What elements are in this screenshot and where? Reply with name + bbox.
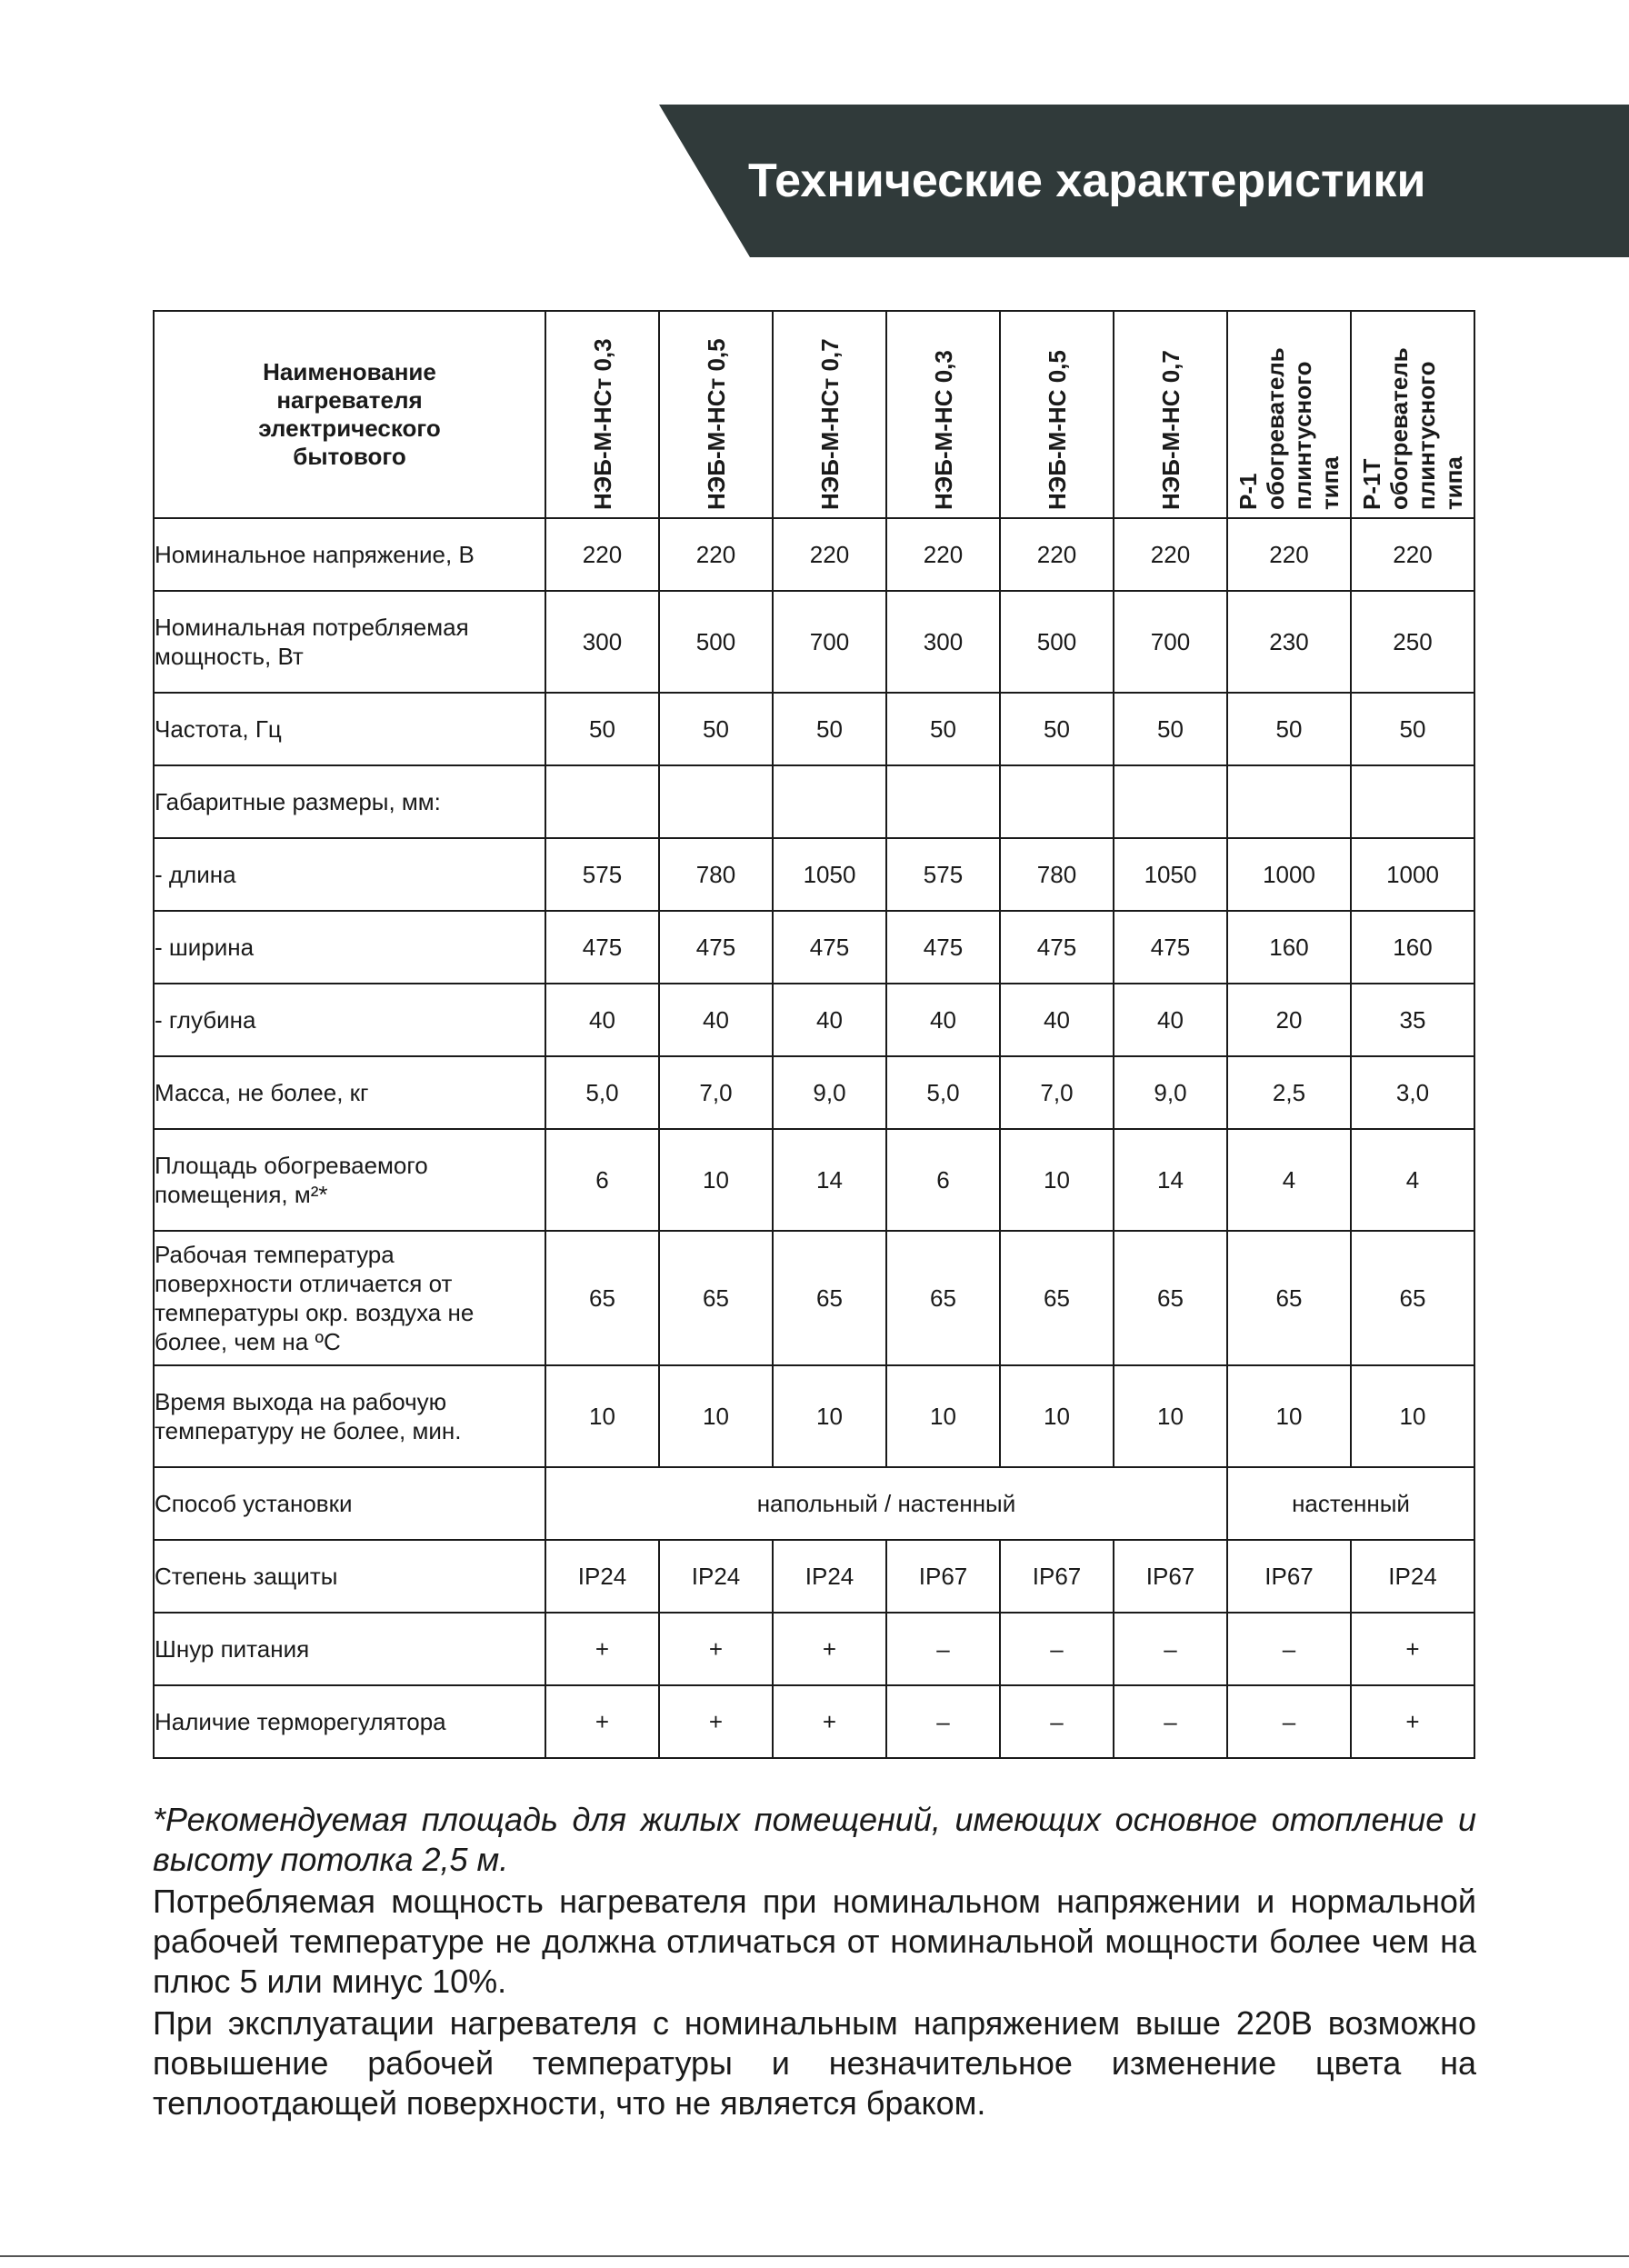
model-header: НЭБ-М-НС 0,3 xyxy=(886,311,1000,518)
table-cell: + xyxy=(545,1685,659,1758)
table-cell: 40 xyxy=(1114,984,1227,1056)
table-cell: IP67 xyxy=(1114,1540,1227,1613)
table-cell: 10 xyxy=(659,1129,773,1231)
table-cell: 220 xyxy=(1000,518,1114,591)
row-label: - глубина xyxy=(154,984,545,1056)
page-title: Технические характеристики xyxy=(748,155,1426,207)
row-label: Частота, Гц xyxy=(154,693,545,765)
table-cell: 40 xyxy=(886,984,1000,1056)
table-cell: – xyxy=(1227,1613,1351,1685)
table-cell: 475 xyxy=(545,911,659,984)
table-cell: 20 xyxy=(1227,984,1351,1056)
table-cell: 6 xyxy=(545,1129,659,1231)
table-cell: + xyxy=(659,1613,773,1685)
table-cell: 40 xyxy=(659,984,773,1056)
table-cell: IP24 xyxy=(1351,1540,1474,1613)
table-cell: 220 xyxy=(886,518,1000,591)
table-cell: – xyxy=(1000,1685,1114,1758)
table-cell: IP67 xyxy=(1227,1540,1351,1613)
model-header: НЭБ-М-НС 0,5 xyxy=(1000,311,1114,518)
table-cell: 50 xyxy=(1227,693,1351,765)
table-cell: 700 xyxy=(1114,591,1227,693)
table-cell xyxy=(1114,765,1227,838)
table-cell: – xyxy=(1114,1685,1227,1758)
table-cell: 475 xyxy=(886,911,1000,984)
model-header: Р-1Т обогреватель плинтусного типа xyxy=(1351,311,1474,518)
table-cell: 1050 xyxy=(773,838,886,911)
table-cell xyxy=(659,765,773,838)
page-divider xyxy=(0,2255,1629,2257)
table-cell: 40 xyxy=(545,984,659,1056)
table-cell: 14 xyxy=(1114,1129,1227,1231)
table-row xyxy=(154,1231,1474,1365)
table-cell: IP67 xyxy=(1000,1540,1114,1613)
table-cell: 2,5 xyxy=(1227,1056,1351,1129)
table-row xyxy=(154,1056,1474,1129)
table-cell: 5,0 xyxy=(545,1056,659,1129)
table-cell: IP24 xyxy=(545,1540,659,1613)
row-label: Габаритные размеры, мм: xyxy=(154,765,545,838)
table-cell: 3,0 xyxy=(1351,1056,1474,1129)
table-cell: 10 xyxy=(1000,1365,1114,1467)
note-power: Потребляемая мощность нагревателя при номинальном напряжении и нормальной рабочей температуре не должна отличаться от номинальной мощности более чем на плюс 5 или минус 10%. xyxy=(153,1883,1476,2000)
installation-wall: настенный xyxy=(1227,1467,1474,1540)
table-cell: 220 xyxy=(1227,518,1351,591)
footnote-area: *Рекомендуемая площадь для жилых помещений, имеющих основное отопление и высоту потолка 2,5 м. xyxy=(153,1801,1476,1878)
table-cell: 50 xyxy=(545,693,659,765)
table-cell: 50 xyxy=(659,693,773,765)
table-cell: 300 xyxy=(545,591,659,693)
table-cell: 220 xyxy=(1351,518,1474,591)
table-cell xyxy=(886,765,1000,838)
table-cell: 50 xyxy=(1114,693,1227,765)
model-header: Р-1 обогреватель плинтусного типа xyxy=(1227,311,1351,518)
table-cell: 9,0 xyxy=(773,1056,886,1129)
table-cell: 475 xyxy=(1000,911,1114,984)
table-cell: 50 xyxy=(886,693,1000,765)
table-cell: + xyxy=(773,1613,886,1685)
table-cell: 65 xyxy=(545,1231,659,1365)
table-cell: 1000 xyxy=(1227,838,1351,911)
table-cell xyxy=(545,765,659,838)
table-cell: 500 xyxy=(1000,591,1114,693)
table-cell: 220 xyxy=(773,518,886,591)
table-cell: 50 xyxy=(1000,693,1114,765)
row-label: - длина xyxy=(154,838,545,911)
table-cell: 1000 xyxy=(1351,838,1474,911)
model-header: НЭБ-М-НС 0,7 xyxy=(1114,311,1227,518)
spec-table xyxy=(153,310,1475,1759)
table-row xyxy=(154,1540,1474,1613)
table-cell: – xyxy=(886,1613,1000,1685)
table-row xyxy=(154,1613,1474,1685)
table-cell: 475 xyxy=(1114,911,1227,984)
installation-floor-wall: напольный / настенный xyxy=(545,1467,1227,1540)
table-cell: 10 xyxy=(1000,1129,1114,1231)
table-cell: 65 xyxy=(1351,1231,1474,1365)
table-cell: 475 xyxy=(659,911,773,984)
table-cell: 7,0 xyxy=(1000,1056,1114,1129)
table-cell: 300 xyxy=(886,591,1000,693)
table-cell: – xyxy=(1227,1685,1351,1758)
table-cell: 50 xyxy=(1351,693,1474,765)
row-label: Рабочая температура поверхности отличается от температуры окр. воздуха не более, чем на ºС xyxy=(154,1231,545,1365)
table-cell: 65 xyxy=(773,1231,886,1365)
table-cell: 220 xyxy=(1114,518,1227,591)
table-cell: – xyxy=(1000,1613,1114,1685)
table-row xyxy=(154,1365,1474,1467)
table-cell xyxy=(1351,765,1474,838)
row-label: Степень защиты xyxy=(154,1540,545,1613)
table-cell: 14 xyxy=(773,1129,886,1231)
table-cell: 4 xyxy=(1227,1129,1351,1231)
row-label: Способ установки xyxy=(154,1467,545,1540)
row-label: Номинальное напряжение, В xyxy=(154,518,545,591)
table-cell: 780 xyxy=(659,838,773,911)
table-cell: 9,0 xyxy=(1114,1056,1227,1129)
table-cell: 10 xyxy=(886,1365,1000,1467)
table-cell: 65 xyxy=(1227,1231,1351,1365)
table-cell: 40 xyxy=(773,984,886,1056)
row-label: Площадь обогреваемого помещения, м²* xyxy=(154,1129,545,1231)
model-header: НЭБ-М-НСт 0,3 xyxy=(545,311,659,518)
table-cell xyxy=(1000,765,1114,838)
table-cell: 10 xyxy=(1351,1365,1474,1467)
table-cell: 220 xyxy=(659,518,773,591)
table-cell: 500 xyxy=(659,591,773,693)
table-cell: 5,0 xyxy=(886,1056,1000,1129)
table-cell: + xyxy=(1351,1685,1474,1758)
row-label: - ширина xyxy=(154,911,545,984)
table-cell: IP67 xyxy=(886,1540,1000,1613)
table-cell: 780 xyxy=(1000,838,1114,911)
table-row xyxy=(154,911,1474,984)
table-cell: 1050 xyxy=(1114,838,1227,911)
table-cell: 575 xyxy=(545,838,659,911)
corner-header: Наименование нагревателя электрического бытового xyxy=(154,311,545,518)
table-cell: + xyxy=(1351,1613,1474,1685)
table-cell: IP24 xyxy=(773,1540,886,1613)
table-cell: 65 xyxy=(1114,1231,1227,1365)
header-row xyxy=(154,311,1474,518)
table-cell: – xyxy=(1114,1613,1227,1685)
model-header: НЭБ-М-НСт 0,5 xyxy=(659,311,773,518)
table-cell: 65 xyxy=(886,1231,1000,1365)
table-row xyxy=(154,693,1474,765)
table-row-installation xyxy=(154,1467,1474,1540)
row-label: Масса, не более, кг xyxy=(154,1056,545,1129)
table-cell: 50 xyxy=(773,693,886,765)
table-cell: 160 xyxy=(1351,911,1474,984)
table-cell: 10 xyxy=(545,1365,659,1467)
table-cell xyxy=(773,765,886,838)
table-row xyxy=(154,838,1474,911)
table-cell: 40 xyxy=(1000,984,1114,1056)
row-label: Наличие терморегулятора xyxy=(154,1685,545,1758)
table-cell: 6 xyxy=(886,1129,1000,1231)
note-voltage: При эксплуатации нагревателя с номинальным напряжением выше 220В возможно повышение рабочей температуры и незначительное изменение цвета на теплоотдающей поверхности, что не является браком. xyxy=(153,2004,1476,2122)
table-row xyxy=(154,591,1474,693)
table-cell: 250 xyxy=(1351,591,1474,693)
table-cell: + xyxy=(773,1685,886,1758)
row-label: Шнур питания xyxy=(154,1613,545,1685)
table-cell: + xyxy=(659,1685,773,1758)
table-cell: 220 xyxy=(545,518,659,591)
row-label: Номинальная потребляемая мощность, Вт xyxy=(154,591,545,693)
table-cell: 4 xyxy=(1351,1129,1474,1231)
table-cell: 160 xyxy=(1227,911,1351,984)
table-cell: 10 xyxy=(1227,1365,1351,1467)
model-header: НЭБ-М-НСт 0,7 xyxy=(773,311,886,518)
table-cell: 65 xyxy=(659,1231,773,1365)
table-row xyxy=(154,518,1474,591)
table-cell: 7,0 xyxy=(659,1056,773,1129)
table-cell: 10 xyxy=(1114,1365,1227,1467)
table-cell: 700 xyxy=(773,591,886,693)
table-cell: 35 xyxy=(1351,984,1474,1056)
table-cell xyxy=(1227,765,1351,838)
table-cell: 230 xyxy=(1227,591,1351,693)
table-cell: 10 xyxy=(659,1365,773,1467)
table-cell: – xyxy=(886,1685,1000,1758)
table-row xyxy=(154,1129,1474,1231)
table-cell: + xyxy=(545,1613,659,1685)
table-cell: 575 xyxy=(886,838,1000,911)
table-cell: 65 xyxy=(1000,1231,1114,1365)
table-cell: IP24 xyxy=(659,1540,773,1613)
row-label: Время выхода на рабочую температуру не более, мин. xyxy=(154,1365,545,1467)
table-cell: 10 xyxy=(773,1365,886,1467)
table-row xyxy=(154,765,1474,838)
table-row xyxy=(154,984,1474,1056)
table-cell: 475 xyxy=(773,911,886,984)
table-row xyxy=(154,1685,1474,1758)
